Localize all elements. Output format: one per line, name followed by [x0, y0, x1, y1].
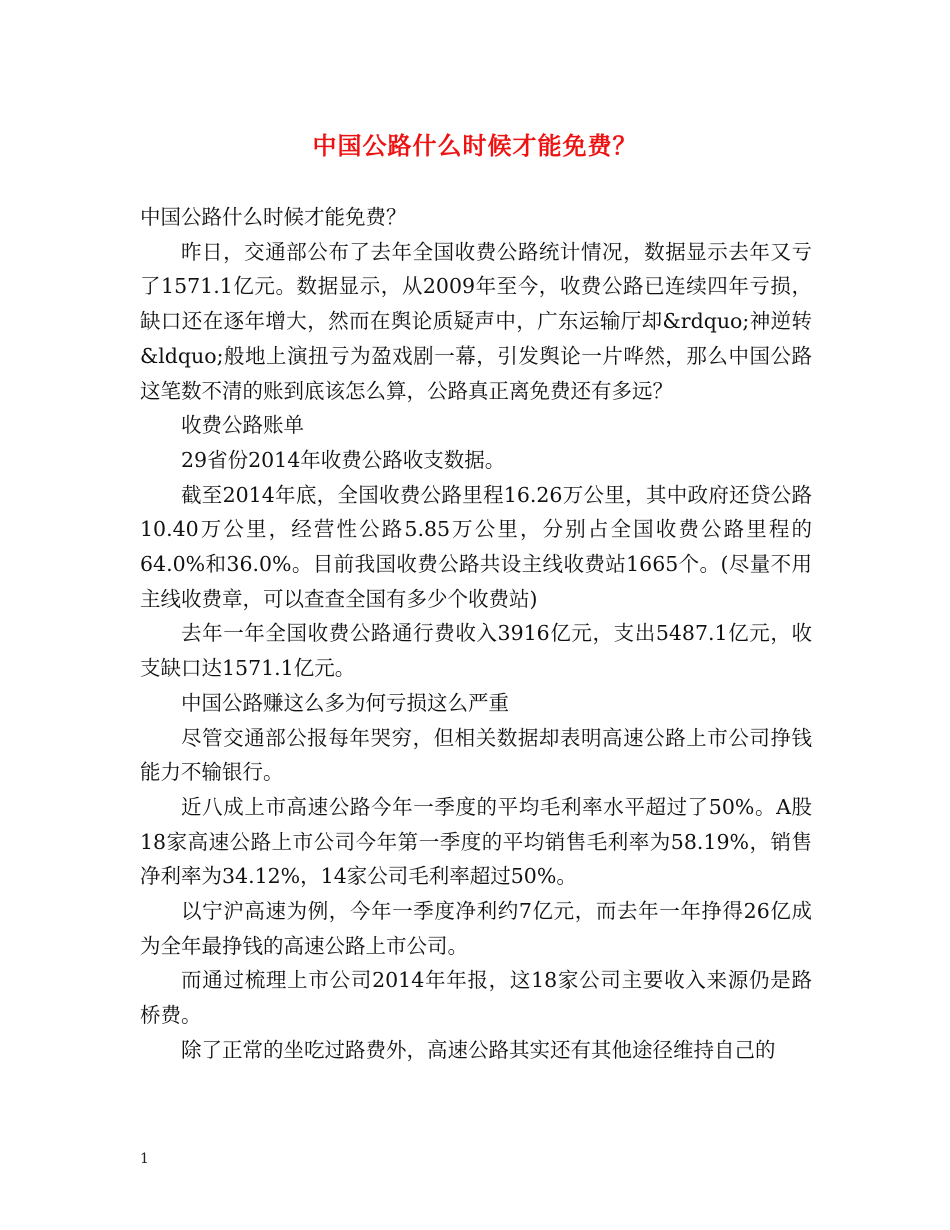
paragraph: 而通过梳理上市公司2014年年报，这18家公司主要收入来源仍是路桥费。 — [140, 968, 812, 1028]
paragraph-subheading: 中国公路赚这么多为何亏损这么严重 — [181, 690, 509, 715]
document-title: 中国公路什么时候才能免费？ — [312, 131, 638, 160]
document-body — [140, 200, 812, 1068]
page-number: 1 — [140, 1151, 149, 1167]
paragraph: 以宁沪高速为例，今年一季度净利约7亿元，而去年一年挣得26亿成为全年最挣钱的高速公路上市公司。 — [140, 899, 812, 958]
paragraph-subheading: 收费公路账单 — [181, 413, 304, 438]
paragraph: 近八成上市高速公路今年一季度的平均毛利率水平超过了50%。A股18家高速公路上市公司今年第一季度的平均销售毛利率为58.19%，销售净利率为34.12%，14家公司毛利率超过50%。 — [140, 794, 812, 889]
paragraph-heading: 中国公路什么时候才能免费？ — [140, 205, 407, 229]
paragraph: 尽管交通部公报每年哭穷，但相关数据却表明高速公路上市公司挣钱能力不输银行。 — [140, 725, 812, 785]
paragraph: 截至2014年底，全国收费公路里程16.26万公里，其中政府还贷公路10.40万公里，经营性公路5.85万公里，分别占全国收费公路里程的64.0%和36.0%。目前我国收费公路共设主线收费站1665个。(尽量不用主线收费章，可以查查全国有多少个收费站) — [140, 482, 812, 611]
paragraph: 29省份2014年收费公路收支数据。 — [181, 447, 506, 472]
paragraph: 除了正常的坐吃过路费外，高速公路其实还有其他途径维持自己的 — [181, 1037, 776, 1062]
paragraph: 昨日，交通部公布了去年全国收费公路统计情况，数据显示去年又亏了1571.1亿元。数据显示，从2009年至今，收费公路已连续四年亏损，缺口还在逐年增大，然而在舆论质疑声中，广东运输厅却&rdquo;神逆转&ldquo;般地上演扭亏为盈戏剧一幕，引发舆论一片哗然，那么中国公路这笔数不清的账到底该怎么算，公路真正离免费还有多远？ — [140, 239, 812, 403]
paragraph: 去年一年全国收费公路通行费收入3916亿元，支出5487.1亿元，收支缺口达1571.1亿元。 — [140, 621, 812, 681]
